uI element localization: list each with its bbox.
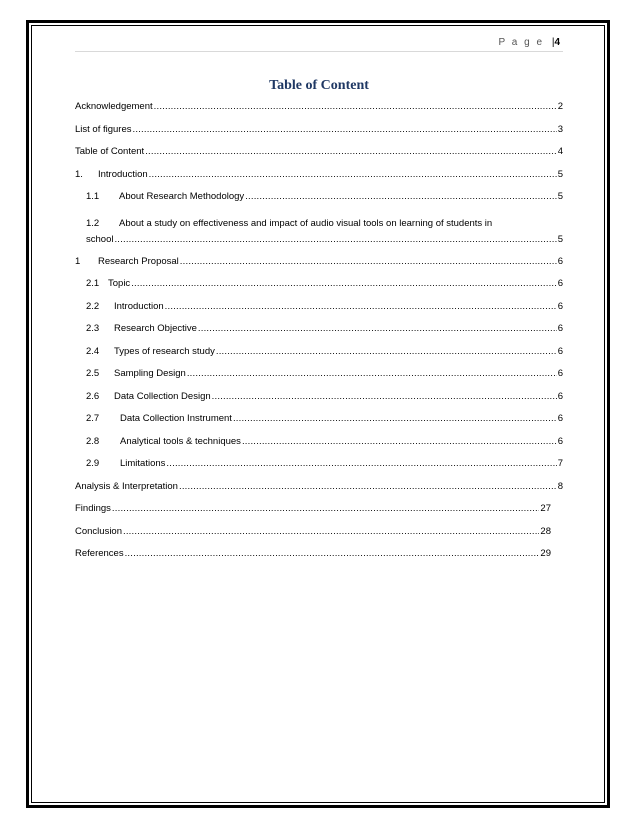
toc-entry-limitations[interactable] — [75, 457, 563, 480]
toc-entry-label: Findings — [75, 503, 111, 514]
dot-leader — [133, 123, 557, 136]
toc-entry-page: 6 — [557, 323, 563, 334]
dot-leader — [154, 100, 557, 113]
toc-entry-page: 6 — [557, 278, 563, 289]
toc-entry-research-methodology[interactable] — [75, 190, 563, 213]
toc-entry-topic[interactable] — [75, 277, 563, 300]
toc-entry-label: Limitations — [120, 458, 166, 469]
toc-entry-label: About a study on effectiveness and impact of audio visual tools on learning of students in — [119, 217, 493, 229]
dot-leader — [216, 345, 557, 358]
toc-entry-page: 6 — [557, 345, 563, 357]
toc-entry-label: Analytical tools & techniques — [120, 435, 241, 447]
toc-entry-number: 2.7 — [86, 413, 100, 424]
toc-entry-label: Data Collection Design — [114, 390, 211, 402]
page-header — [499, 37, 560, 48]
toc-entry-introduction[interactable] — [75, 168, 563, 191]
toc-entry-number: 1.1 — [86, 191, 100, 202]
toc-entry-page: 6 — [557, 300, 563, 312]
toc-entry-number: 2.5 — [86, 368, 100, 379]
toc-entry-page: 6 — [557, 368, 563, 379]
toc-entry-number: 1. — [75, 168, 83, 180]
toc-entry-types-of-research[interactable] — [75, 345, 563, 368]
toc-entry-acknowledgement[interactable] — [75, 100, 563, 123]
toc-entry-page: 6 — [557, 413, 563, 424]
toc-entry-research-objective[interactable] — [75, 322, 563, 345]
toc-entry-sampling-design[interactable] — [75, 367, 563, 390]
toc-entry-label: Research Proposal — [98, 255, 179, 267]
toc-entry-label: Table of Content — [75, 146, 145, 157]
dot-leader — [245, 190, 557, 203]
toc-entry-page: 5 — [557, 168, 563, 180]
toc-entry-page: 8 — [557, 480, 563, 492]
toc-entry-label: Types of research study — [114, 345, 215, 357]
toc-entry-list-of-figures[interactable] — [75, 123, 563, 146]
toc-entry-label: List of figures — [75, 123, 132, 135]
toc-entry-number: 2.3 — [86, 323, 100, 334]
toc-entry-page: 27 — [540, 503, 551, 514]
toc-entry-label: Introduction — [114, 300, 164, 312]
toc-entry-page: 28 — [540, 525, 551, 537]
table-of-contents — [75, 100, 563, 570]
toc-entry-page: 5 — [557, 233, 563, 245]
toc-entry-page: 6 — [557, 390, 563, 402]
toc-entry-page: 6 — [557, 255, 563, 267]
toc-entry-label: Introduction — [98, 168, 148, 180]
dot-leader — [112, 502, 540, 515]
toc-entry-number: 2.4 — [86, 345, 100, 357]
toc-entry-number: 1 — [75, 255, 81, 267]
toc-entry-label: Data Collection Instrument — [120, 413, 232, 424]
toc-entry-label: Topic — [108, 278, 131, 289]
toc-entry-label: References — [75, 548, 124, 559]
page-number: 4 — [554, 37, 560, 48]
dot-leader — [131, 277, 557, 290]
header-rule — [75, 51, 563, 52]
toc-title: Table of Content — [269, 78, 369, 93]
toc-entry-page: 3 — [557, 123, 563, 135]
toc-entry-number: 2.8 — [86, 435, 100, 447]
dot-leader — [114, 233, 556, 246]
toc-entry-label-continued: school — [86, 233, 114, 245]
toc-entry-label: Sampling Design — [114, 368, 186, 379]
page-label: P a g e — [498, 37, 545, 48]
toc-entry-label: Acknowledgement — [75, 101, 153, 112]
dot-leader — [233, 412, 557, 425]
toc-entry-number: 2.1 — [86, 278, 100, 289]
dot-leader — [179, 480, 557, 493]
toc-entry-number: 2.2 — [86, 300, 100, 312]
dot-leader — [198, 322, 557, 335]
dot-leader — [145, 145, 557, 158]
toc-entry-analytical-tools[interactable] — [75, 435, 563, 458]
toc-entry-page: 4 — [557, 146, 563, 157]
page-separator: | — [551, 37, 555, 48]
toc-entry-number: 2.9 — [86, 458, 100, 469]
dot-leader — [149, 168, 557, 181]
dot-leader — [187, 367, 557, 380]
toc-entry-number: 2.6 — [86, 390, 100, 402]
toc-entry-data-collection-design[interactable] — [75, 390, 563, 413]
toc-entry-label: About Research Methodology — [119, 191, 245, 202]
toc-entry-proposal-introduction[interactable] — [75, 300, 563, 323]
toc-entry-page: 2 — [557, 101, 563, 112]
dot-leader — [165, 300, 557, 313]
toc-entry-number: 1.2 — [86, 217, 100, 229]
dot-leader — [212, 390, 557, 403]
dot-leader — [123, 525, 539, 538]
toc-entry-research-proposal[interactable] — [75, 255, 563, 278]
toc-entry-analysis[interactable] — [75, 480, 563, 503]
toc-entry-page: 6 — [557, 435, 563, 447]
toc-entry-findings[interactable] — [75, 502, 551, 525]
toc-entry-label: Research Objective — [114, 323, 197, 334]
toc-entry-table-of-content[interactable] — [75, 145, 563, 168]
toc-entry-page: 7 — [557, 458, 563, 469]
toc-entry-data-collection-instrument[interactable] — [75, 412, 563, 435]
dot-leader — [125, 547, 540, 560]
toc-entry-study-effectiveness[interactable] — [75, 213, 563, 251]
toc-entry-page: 5 — [557, 191, 563, 202]
toc-entry-label: Analysis & Interpretation — [75, 480, 178, 492]
dot-leader — [242, 435, 557, 448]
dot-leader — [180, 255, 557, 268]
toc-entry-label: Conclusion — [75, 525, 122, 537]
toc-entry-page: 29 — [540, 548, 551, 559]
toc-entry-references[interactable] — [75, 547, 551, 570]
dot-leader — [166, 457, 556, 470]
toc-entry-conclusion[interactable] — [75, 525, 551, 548]
